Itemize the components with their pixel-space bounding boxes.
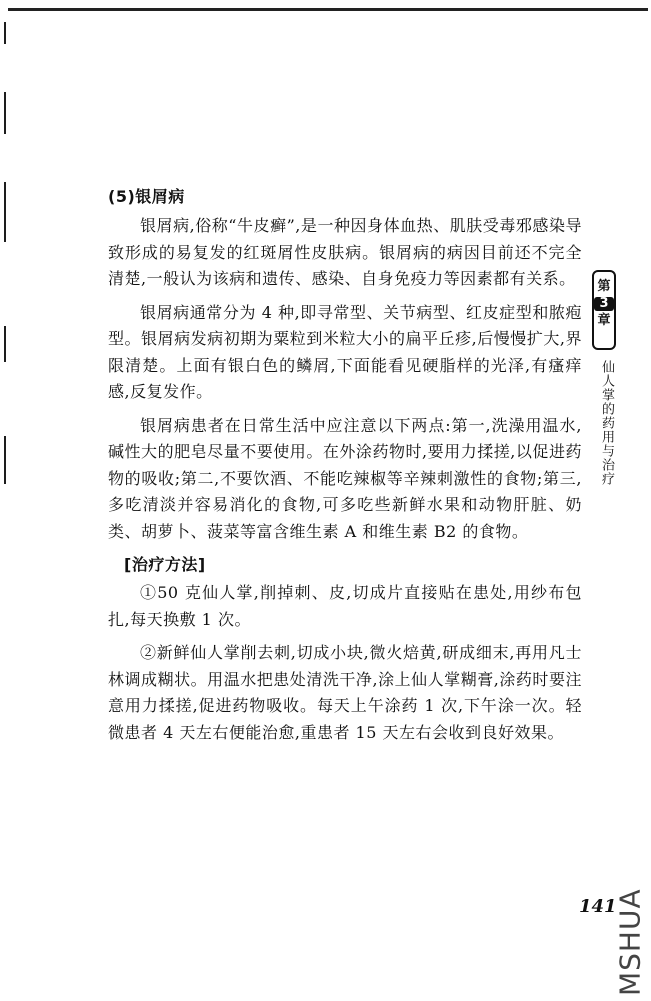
left-margin-mark — [4, 436, 6, 484]
chapter-number: 3 — [594, 297, 614, 311]
section-title: (5)银屑病 — [108, 187, 185, 206]
left-margin-mark — [4, 92, 6, 134]
body-paragraph: 银屑病通常分为 4 种,即寻常型、关节病型、红皮症型和脓疱型。银屑病发病初期为粟粒到米粒大小的扁平丘疹,后慢慢扩大,界限清楚。上面有银白色的鳞屑,下面能看见硬脂样的光泽,有瘙痒感,反复发作。 — [108, 302, 582, 401]
treatment-method-item: ②新鲜仙人掌削去刺,切成小块,微火焙黄,研成细末,再用凡士林调成糊状。用温水把患处清洗干净,涂上仙人掌糊膏,涂药时要注意用力揉搓,促进药物吸收。每天上午涂药 1 次,下午涂一次。轻微患者 4 天左右便能治愈,重患者 15 天左右会收到良好效果。 — [108, 643, 582, 742]
page-content — [108, 184, 582, 753]
chapter-suffix: 章 — [597, 313, 611, 328]
left-margin-mark — [4, 326, 6, 362]
body-paragraph: 银屑病患者在日常生活中应注意以下两点:第一,洗澡用温水,碱性大的肥皂尽量不要使用。在外涂药物时,要用力揉搓,以促进药物的吸收;第二,不要饮酒、不能吃辣椒等辛辣刺激性的食物;第三,多吃清淡并容易消化的食物,可多吃些新鲜水果和动物肝脏、奶类、胡萝卜、菠菜等富含维生素 A 和维生素 B2 的食物。 — [108, 415, 582, 541]
left-margin-mark — [4, 182, 6, 242]
top-rule — [8, 8, 648, 11]
treatment-method-item: ①50 克仙人掌,削掉刺、皮,切成片直接贴在患处,用纱布包扎,每天换敷 1 次。 — [108, 583, 582, 629]
chapter-marker — [592, 270, 616, 350]
treatment-method-heading: [治疗方法] — [124, 555, 206, 574]
page-number: 141 — [579, 896, 617, 917]
chapter-prefix: 第 — [597, 279, 611, 294]
watermark: MSHUA — [613, 888, 647, 996]
chapter-title: 仙人掌的药用与治疗 — [599, 360, 614, 486]
left-margin-mark — [4, 22, 6, 44]
body-paragraph: 银屑病,俗称“牛皮癣”,是一种因身体血热、肌肤受毒邪感染导致形成的易复发的红斑屑性皮肤病。银屑病的病因目前还不完全清楚,一般认为该病和遗传、感染、自身免疫力等因素都有关系。 — [108, 216, 582, 288]
